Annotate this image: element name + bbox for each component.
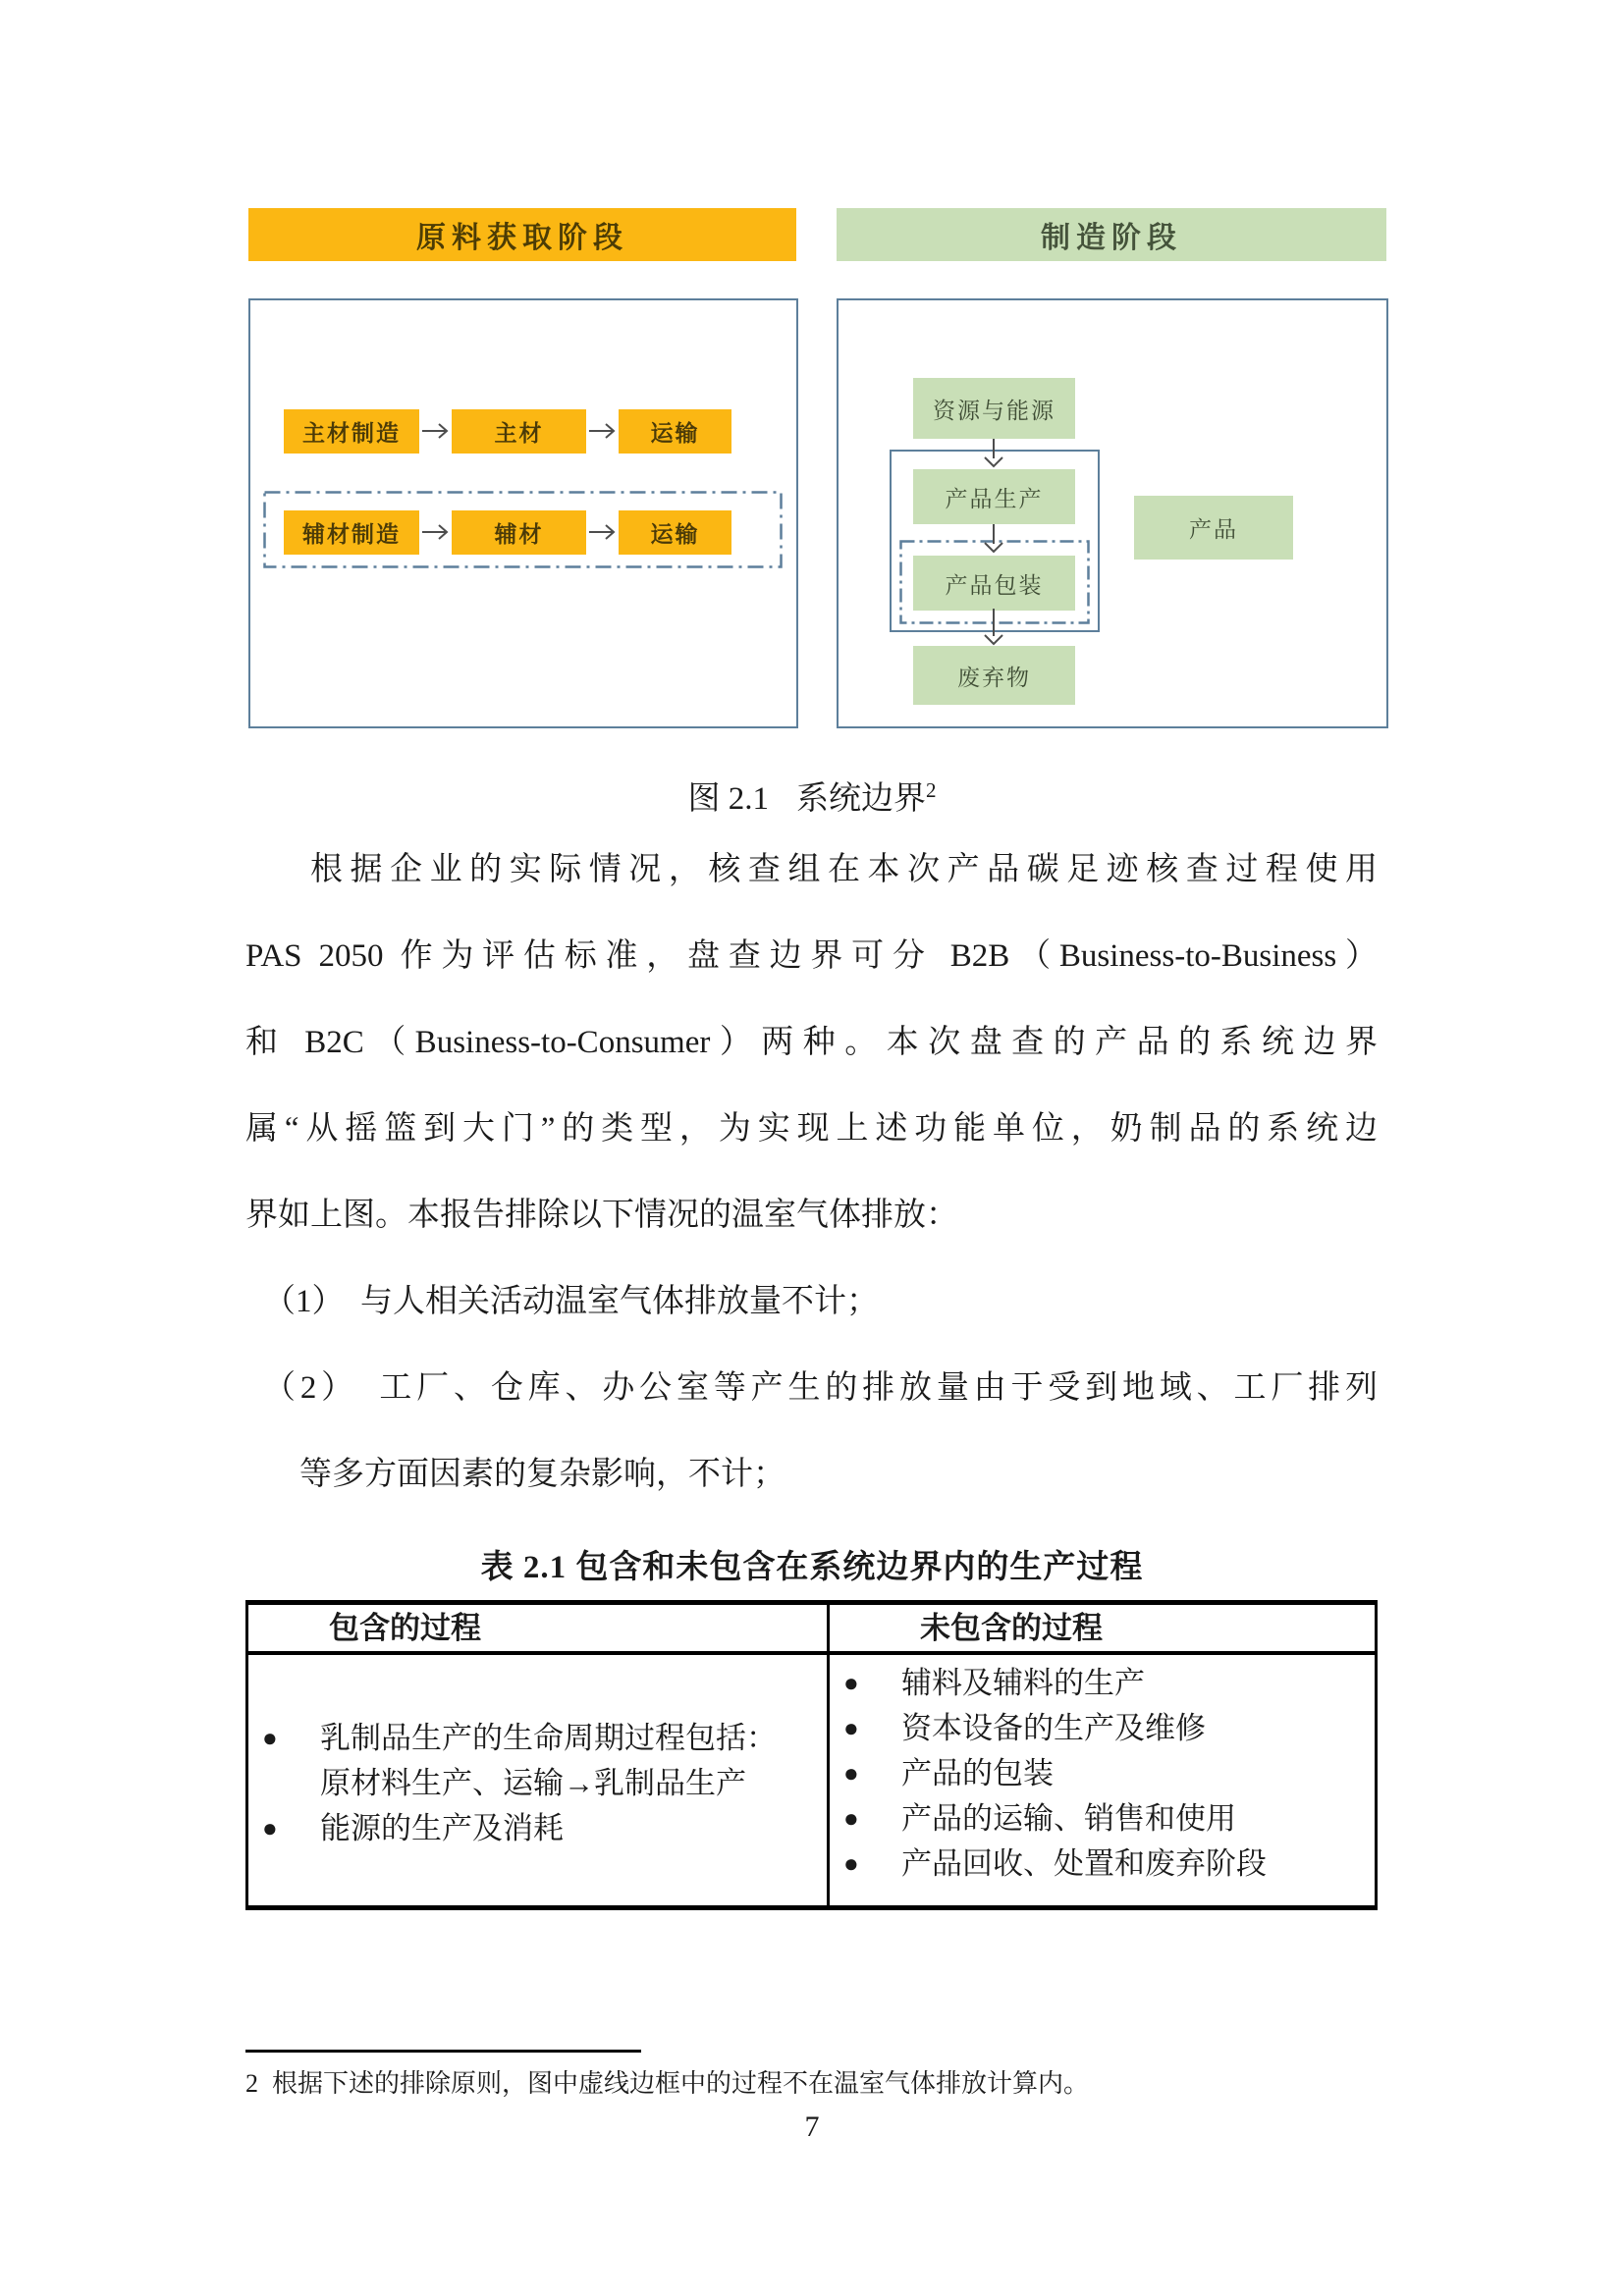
figure-caption-text: 系统边界 (796, 781, 926, 817)
table-header-excluded: 未包含的过程 (920, 1611, 1103, 1645)
list-item (830, 1751, 1375, 1796)
table-title: 表 2.1 包含和未包含在系统边界内的生产过程 (480, 1550, 1144, 1585)
list-item (830, 1706, 1375, 1751)
footnote-ref: 2 (926, 778, 937, 802)
flow-box-transport-1: 运输 (619, 409, 731, 454)
figure-system-boundary (0, 196, 1624, 766)
table-body-row (248, 1655, 1375, 1905)
arrow-down-icon (981, 609, 1006, 646)
table-header-included: 包含的过程 (248, 1605, 830, 1651)
list-item (830, 1796, 1375, 1842)
arrow-right-icon (420, 521, 454, 543)
footnote-text: 根据下述的排除原则，图中虚线边框中的过程不在温室气体排放计算内。 (272, 2069, 1090, 2098)
figure-caption (0, 773, 1624, 819)
bullet-icon: ● (843, 1714, 859, 1742)
included-cell (248, 1655, 830, 1905)
paragraph-line: PAS 2050 作为评估标准，盘查边界可分 B2B（Business-to-Business） (245, 938, 1378, 974)
excluded-item-text: 辅料及辅料的生产 (901, 1666, 1145, 1700)
included-item-text: 能源的生产及消耗 (320, 1811, 564, 1845)
paragraph-line: 界如上图。本报告排除以下情况的温室气体排放： (245, 1198, 958, 1233)
flow-box-product-packaging: 产品包装 (913, 556, 1075, 611)
acquisition-stage-label: 原料获取阶段 (416, 222, 628, 254)
excluded-item-text: 产品的运输、销售和使用 (901, 1801, 1236, 1836)
table-header-row (248, 1605, 1375, 1655)
flow-box-product: 产品 (1134, 496, 1293, 560)
flow-box-resources-energy: 资源与能源 (913, 378, 1075, 439)
list-item (248, 1761, 827, 1806)
manufacturing-stage-label: 制造阶段 (1041, 222, 1182, 254)
excluded-item-text: 产品的包装 (901, 1756, 1054, 1790)
flow-box-aux-material: 辅材 (452, 510, 586, 555)
figure-caption-number: 图 2.1 (687, 781, 769, 817)
flow-box-waste: 废弃物 (913, 646, 1075, 705)
flow-box-product-production: 产品生产 (913, 469, 1075, 524)
footnote-marker: 2 (245, 2069, 258, 2098)
included-item-text: 原材料生产、运输→乳制品生产 (320, 1766, 746, 1800)
excluded-cell (830, 1655, 1375, 1905)
flow-box-aux-material-mfg: 辅材制造 (284, 510, 419, 555)
paragraph-line: 根据企业的实际情况，核查组在本次产品碳足迹核查过程使用 (310, 852, 1378, 887)
arrow-down-icon (981, 439, 1006, 468)
footnote-rule (245, 2050, 641, 2053)
list-item (830, 1661, 1375, 1706)
excluded-item-text: 产品回收、处置和废弃阶段 (901, 1846, 1267, 1881)
bullet-icon: ● (843, 1669, 859, 1697)
process-table (245, 1600, 1378, 1910)
bullet-icon: ● (843, 1804, 859, 1833)
arrow-down-icon (981, 524, 1006, 554)
flow-box-main-material-mfg: 主材制造 (284, 409, 419, 454)
list-item (248, 1716, 827, 1761)
excluded-item-text: 资本设备的生产及维修 (901, 1711, 1206, 1745)
list-item-2-continued: 等多方面因素的复杂影响，不计； (299, 1457, 785, 1492)
acquisition-stage-banner (248, 208, 796, 261)
flow-box-main-material: 主材 (452, 409, 586, 454)
footnote (245, 2067, 1424, 2101)
arrow-right-icon (587, 420, 621, 442)
manufacturing-stage-banner (837, 208, 1386, 261)
bullet-icon: ● (843, 1759, 859, 1788)
list-item (830, 1842, 1375, 1887)
flow-box-transport-2: 运输 (619, 510, 731, 555)
paragraph-line: 属“从摇篮到大门”的类型，为实现上述功能单位，奶制品的系统边 (245, 1111, 1378, 1147)
list-item-1: （1） 与人相关活动温室气体排放量不计； (263, 1284, 879, 1319)
list-item (248, 1806, 827, 1851)
bullet-icon: ● (262, 1724, 278, 1752)
list-item-2: （2） 工厂、仓库、办公室等产生的排放量由于受到地域、工厂排列 (263, 1370, 1378, 1406)
arrow-right-icon (420, 420, 454, 442)
paragraph-line: 和 B2C（Business-to-Consumer）两种。本次盘查的产品的系统边界 (245, 1025, 1378, 1060)
included-item-text: 乳制品生产的生命周期过程包括： (320, 1721, 777, 1755)
arrow-right-icon (587, 521, 621, 543)
page-number: 7 (804, 2110, 820, 2143)
bullet-icon: ● (843, 1849, 859, 1878)
body-paragraph (245, 852, 1378, 1543)
bullet-icon: ● (262, 1814, 278, 1842)
